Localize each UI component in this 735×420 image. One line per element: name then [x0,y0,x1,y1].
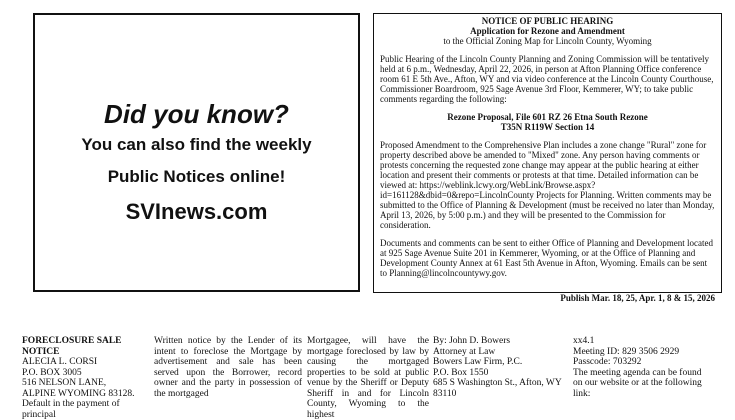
meeting-link-label: link: [573,388,591,399]
firm-street: 685 S Washington St., Afton, WY [433,378,562,388]
notice-subtitle: Application for Rezone and Amendment [470,26,625,36]
foreclosure-text-start: Default in the payment of principal [22,399,120,420]
meeting-column [573,336,713,399]
foreclosure-street: 516 NELSON LANE, [22,378,107,388]
foreclosure-name: ALECIA L. CORSI [22,357,98,367]
notice-paragraph-1: Public Hearing of the Lincoln County Planning and Zoning Commission will be tentatively held at 6 p.m., Wednesday, April 22, 2026, in person at Afton Planning Office conference room 61 E 5th Ave., Afton, WY and via video conference at the Lincoln County Courthouse, Commissioner Boardroom, 925 Sage Avenue 3rd Floor, Kemmerer, WY; to take public comments regarding the following: [380,54,714,104]
notice-paragraph-2: Proposed Amendment to the Comprehensive Plan includes a zone change "Rural" zone for property described above be amended to "Mixed" zone. Any person having comments or protests concerning the requested zone change may appear at the public hearing at either location and present their comments or protests at that time. Detailed information can be viewed at: https://weblink.lcwy.org/WebLink/Browse.aspx?id=161128&dbid=0&repo=LincolnCounty Projects for Planning. Written comments may be submitted to the Office of Planning & Development (must be received no later than Monday, April 13, 2026, by 5:00 p.m.) and they will be presented to the Commission for consideration. [380,140,715,230]
promo-line-3: Public Notices online! [107,167,286,186]
foreclosure-city: ALPINE WYOMING 83128. [22,388,135,399]
attorney-column [433,336,568,399]
notice-subtitle-2: to the Official Zoning Map for Lincoln County, Wyoming [443,36,652,46]
law-firm: Bowers Law Firm, P.C. [433,357,523,367]
promo-line-2: You can also find the weekly [81,135,312,154]
attorney-title: Attorney at Law [433,346,496,357]
foreclosure-column-1 [22,336,150,420]
promo-headline: Did you know? [104,99,289,129]
publish-dates: Publish Mar. 18, 25, Apr. 1, 8 & 15, 2026 [560,293,715,303]
firm-zip: 83110 [433,388,457,399]
meeting-passcode: Passcode: 703292 [573,357,642,367]
column-3-text: Mortgagee, will have the mortgage foreclosed by law by causing the mortgaged properties to be sold at public venue by the Sheriff or Deputy Sheriff in and for Lincoln County, Wyoming to the highest [307,336,429,420]
foreclosure-column-2 [154,336,302,399]
proposal-title: Rezone Proposal, File 601 RZ 26 Etna South Rezone [447,112,648,122]
notice-title: NOTICE OF PUBLIC HEARING [481,16,614,26]
foreclosure-title: FORECLOSURE SALE NOTICE [22,336,122,357]
meeting-id: Meeting ID: 829 3506 2929 [573,346,680,357]
meeting-agenda-text: The meeting agenda can be found on our website or at the following [573,367,702,388]
notice-paragraph-3: Documents and comments can be sent to either Office of Planning and Development located at 925 Sage Avenue Suite 201 in Kemmerer, Wyoming, or at the Office of Planning and Development County Annex at 61 East 5th Avenue in Afton, Wyoming. Emails can be sent to Planning@lincolncountywy.gov. [380,238,713,278]
foreclosure-po-box: P.O. BOX 3005 [22,367,82,378]
firm-po-box: P.O. Box 1550 [433,367,489,378]
public-hearing-notice [373,13,722,303]
proposal-section: T35N R119W Section 14 [500,122,595,132]
column-2-text: Written notice by the Lender of its intent to foreclose the Mortgage by advertisement and sale has been served upon the Borrower, record owner and the party in possession of the mortgaged [154,336,302,399]
promo-website[interactable]: SVInews.com [125,199,268,224]
foreclosure-column-3 [307,336,429,420]
attorney-name: By: John D. Bowers [433,336,511,346]
meeting-code: xx4.1 [573,336,595,346]
online-notices-promo-box [33,13,360,292]
